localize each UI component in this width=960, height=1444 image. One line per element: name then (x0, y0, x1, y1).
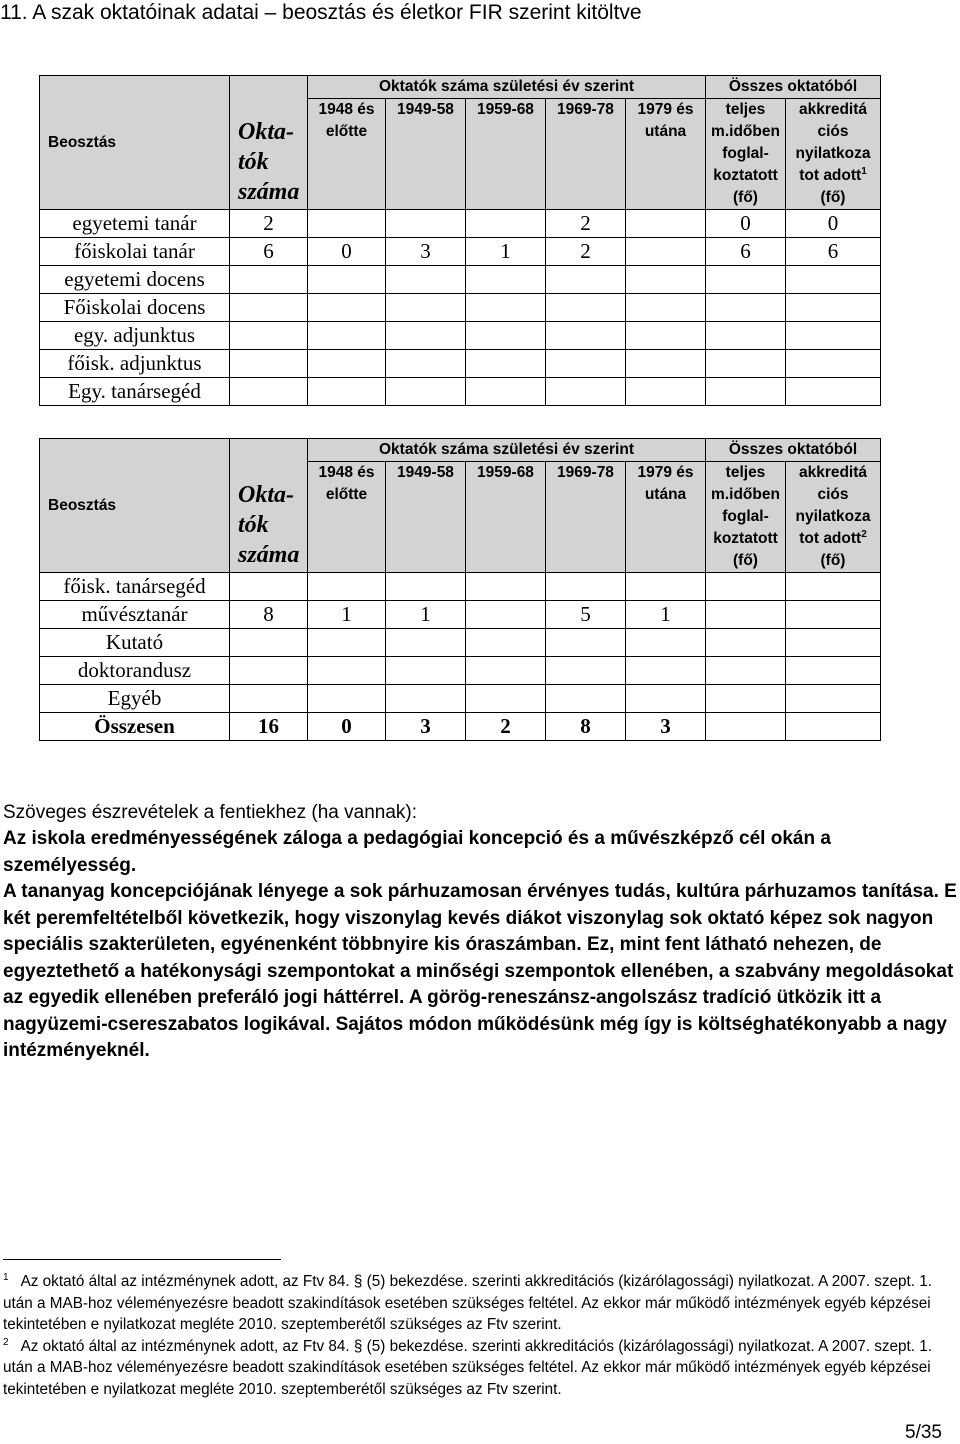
header-line: m.időben (711, 123, 780, 140)
cell-value (308, 657, 386, 685)
section-title: 11. A szak oktatóinak adatai – beosztás és életkor FIR szerint kitöltve (0, 1, 642, 24)
header-1979 (626, 462, 706, 573)
cell-value (466, 266, 546, 294)
table-row (40, 685, 881, 713)
header-col_1959: 1959-68 (466, 99, 546, 210)
cell-value: 3 (626, 713, 706, 741)
row-label: egyetemi docens (40, 266, 230, 294)
cell-value: 1 (308, 601, 386, 629)
cell-value (230, 322, 308, 350)
cell-value (706, 350, 786, 378)
header-akkreditacios (786, 99, 881, 210)
header-total-group: Összes oktatóból (706, 76, 881, 99)
header-line: foglal- (722, 145, 769, 162)
cell-value (230, 685, 308, 713)
table-row (40, 322, 881, 350)
cell-value (230, 350, 308, 378)
cell-value (466, 629, 546, 657)
cell-value (626, 350, 706, 378)
cell-value (466, 294, 546, 322)
cell-value (308, 322, 386, 350)
cell-value (466, 322, 546, 350)
cell-value: 3 (386, 713, 466, 741)
header-col_1949: 1949-58 (386, 462, 466, 573)
notes-heading: Szöveges észrevételek a fentiekhez (ha vannak): (3, 802, 418, 823)
footnote-number: 2 (3, 1336, 9, 1348)
header-line: tot adott (799, 167, 862, 184)
header-line: m.időben (711, 486, 780, 503)
header-teljes (706, 462, 786, 573)
header-line: foglal- (722, 508, 769, 525)
cell-value: 16 (230, 713, 308, 741)
total-row (40, 713, 881, 741)
cell-value (626, 210, 706, 238)
cell-value: 2 (230, 210, 308, 238)
cell-value (706, 266, 786, 294)
cell-value (308, 210, 386, 238)
header-total-group: Összes oktatóból (706, 439, 881, 462)
cell-value (546, 350, 626, 378)
cell-value (546, 629, 626, 657)
cell-value: 8 (230, 601, 308, 629)
cell-value (466, 685, 546, 713)
header-oktatok-szama (230, 439, 308, 573)
cell-value (546, 294, 626, 322)
cell-value (546, 378, 626, 406)
cell-value: 6 (786, 238, 881, 266)
header-col_1949: 1949-58 (386, 99, 466, 210)
row-label: Egyéb (40, 685, 230, 713)
row-label: művésztanár (40, 601, 230, 629)
cell-value (786, 322, 881, 350)
cell-value (706, 713, 786, 741)
cell-value (546, 685, 626, 713)
cell-value: 2 (546, 238, 626, 266)
header-teljes (706, 99, 786, 210)
cell-value (466, 378, 546, 406)
cell-value: 0 (786, 210, 881, 238)
cell-value: 8 (546, 713, 626, 741)
cell-value (466, 601, 546, 629)
row-label: főiskolai tanár (40, 238, 230, 266)
header-line: akkreditá (798, 101, 868, 118)
cell-value (786, 685, 881, 713)
footnote-text: Az oktató által az intézménynek adott, az Ftv 84. § (5) bekezdése. szerinti akkreditációs (kizárólagossági) nyilatkozat. A 2007. szept. 1. után a MAB-hoz véleményezésre beadott szakindítások esetében szükséges feltétel. Az ekkor már működő intézmények egyéb képzései tekintetében e nyilatkozat megléte 2010. szeptemberétől szükséges az Ftv szerint. (3, 1337, 933, 1398)
cell-value: 0 (308, 238, 386, 266)
cell-value (230, 266, 308, 294)
cell-value (626, 294, 706, 322)
cell-value (386, 629, 466, 657)
cell-value (466, 657, 546, 685)
header-line: nyilatkoza (795, 145, 871, 162)
header-line: előtte (325, 123, 368, 140)
header-born-group: Oktatók száma születési év szerint (308, 76, 706, 99)
cell-value (626, 573, 706, 601)
cell-value (786, 294, 881, 322)
cell-value (786, 378, 881, 406)
header-line: száma (238, 542, 300, 568)
cell-value (786, 601, 881, 629)
cell-value (706, 657, 786, 685)
cell-value (308, 573, 386, 601)
header-col_1959: 1959-68 (466, 462, 546, 573)
header-beosztas: Beosztás (40, 76, 230, 210)
cell-value: 1 (626, 601, 706, 629)
cell-value (308, 378, 386, 406)
cell-value (706, 294, 786, 322)
cell-value (308, 685, 386, 713)
table-row (40, 573, 881, 601)
header-line: (fő) (820, 552, 846, 569)
table-row (40, 378, 881, 406)
cell-value: 6 (706, 238, 786, 266)
header-line: koztatott (713, 167, 778, 184)
header-1979 (626, 99, 706, 210)
header-line: ciós (817, 123, 849, 140)
cell-value (546, 266, 626, 294)
footnote (3, 1271, 958, 1336)
footnote (3, 1336, 958, 1401)
header-line: Okta- (238, 119, 294, 145)
header-line: száma (238, 179, 300, 205)
staff-table-part1 (39, 75, 881, 406)
header-line: tot adott (799, 530, 862, 547)
row-label: Főiskolai docens (40, 294, 230, 322)
cell-value (786, 266, 881, 294)
row-label: Összesen (40, 713, 230, 741)
row-label: főisk. tanársegéd (40, 573, 230, 601)
footnotes (3, 1271, 958, 1400)
cell-value (706, 601, 786, 629)
cell-value (626, 238, 706, 266)
cell-value (706, 629, 786, 657)
header-col_1969: 1969-78 (546, 462, 626, 573)
cell-value (308, 266, 386, 294)
page-number: 5/35 (905, 1422, 942, 1443)
cell-value (386, 657, 466, 685)
table-row (40, 350, 881, 378)
table-row (40, 629, 881, 657)
cell-value (546, 573, 626, 601)
header-line: Okta- (238, 482, 294, 508)
header-line: nyilatkoza (795, 508, 871, 525)
cell-value (230, 573, 308, 601)
header-oktatok-szama (230, 76, 308, 210)
footnote-number: 1 (3, 1272, 9, 1283)
cell-value (308, 629, 386, 657)
cell-value (706, 378, 786, 406)
row-label: főisk. adjunktus (40, 350, 230, 378)
row-label: Kutató (40, 629, 230, 657)
cell-value (626, 378, 706, 406)
cell-value (386, 210, 466, 238)
header-line: tók (238, 512, 269, 538)
notes-text (3, 826, 958, 1065)
cell-value (466, 210, 546, 238)
cell-value (786, 629, 881, 657)
cell-value: 1 (386, 601, 466, 629)
header-beosztas: Beosztás (40, 439, 230, 573)
cell-value (546, 322, 626, 350)
header-line: utána (644, 486, 687, 503)
header-line: 1979 és (637, 464, 694, 481)
cell-value: 1 (466, 238, 546, 266)
header-line: teljes (725, 464, 766, 481)
cell-value: 2 (546, 210, 626, 238)
footnote-rule (3, 1259, 281, 1260)
header-line: (fő) (733, 552, 758, 569)
cell-value: 3 (386, 238, 466, 266)
table-row (40, 294, 881, 322)
row-label: Egy. tanársegéd (40, 378, 230, 406)
cell-value (786, 350, 881, 378)
cell-value (230, 294, 308, 322)
cell-value (230, 657, 308, 685)
footnote-text: Az oktató által az intézménynek adott, az Ftv 84. § (5) bekezdése. szerinti akkreditációs (kizárólagossági) nyilatkozat. A 2007. szept. 1. után a MAB-hoz véleményezésre beadott szakindítások esetében szükséges feltétel. Az ekkor már működő intézmények egyéb képzései tekintetében e nyilatkozat megléte 2010. szeptemberétől szükséges az Ftv szerint. (3, 1273, 933, 1333)
cell-value (308, 294, 386, 322)
header-line: (fő) (820, 189, 846, 206)
cell-value (546, 657, 626, 685)
table-row (40, 657, 881, 685)
cell-value (626, 322, 706, 350)
header-line: (fő) (733, 189, 758, 206)
cell-value (626, 685, 706, 713)
cell-value (230, 378, 308, 406)
table-row (40, 601, 881, 629)
header-line: ciós (817, 486, 849, 503)
note-paragraph: Az iskola eredményességének záloga a pedagógiai koncepció és a művészképző cél okán a személyesség. (3, 828, 831, 876)
cell-value (386, 685, 466, 713)
header-line: akkreditá (798, 464, 868, 481)
cell-value: 2 (466, 713, 546, 741)
cell-value (786, 657, 881, 685)
header-1948 (308, 99, 386, 210)
header-line: 1948 és (318, 464, 375, 481)
footnote-ref: 2 (861, 528, 867, 540)
staff-table-part2 (39, 438, 881, 741)
cell-value (706, 322, 786, 350)
header-line: 1979 és (637, 101, 694, 118)
cell-value (466, 573, 546, 601)
header-line: koztatott (713, 530, 778, 547)
header-1948 (308, 462, 386, 573)
header-line: előtte (325, 486, 368, 503)
note-paragraph: A tananyag koncepciójának lényege a sok párhuzamosan érvényes tudás, kultúra párhuzamos tanítása. E két peremfeltételből következik, hogy viszonylag kevés diákot viszonylag sok oktató képez sok nagyon speciális szakterületen, egyénenként többnyire kis óraszámban. Ez, mint fent látható nehezen, de egyeztethető a hatékonysági szempontokat a minőségi szempontok ellenében, a szabvány megoldásokat az egyedik ellenében preferáló jogi háttérrel. A görög-reneszánsz-angolszász tradíció ütközik itt a nagyüzemi-csereszabatos logikával. Sajátos módon működésünk még így is költséghatékonyabb a nagy intézményeknél. (3, 881, 957, 1061)
cell-value: 0 (706, 210, 786, 238)
cell-value (626, 266, 706, 294)
row-label: egyetemi tanár (40, 210, 230, 238)
cell-value (466, 350, 546, 378)
cell-value (386, 266, 466, 294)
header-line: teljes (725, 101, 766, 118)
cell-value: 5 (546, 601, 626, 629)
cell-value (706, 573, 786, 601)
cell-value (230, 629, 308, 657)
table-row (40, 210, 881, 238)
cell-value (386, 322, 466, 350)
cell-value (626, 657, 706, 685)
row-label: doktorandusz (40, 657, 230, 685)
cell-value (786, 713, 881, 741)
cell-value (786, 573, 881, 601)
cell-value: 6 (230, 238, 308, 266)
header-col_1969: 1969-78 (546, 99, 626, 210)
header-born-group: Oktatók száma születési év szerint (308, 439, 706, 462)
row-label: egy. adjunktus (40, 322, 230, 350)
table-row (40, 238, 881, 266)
cell-value (386, 294, 466, 322)
header-line: tók (238, 149, 269, 175)
cell-value (386, 573, 466, 601)
cell-value: 0 (308, 713, 386, 741)
cell-value (308, 350, 386, 378)
footnote-ref: 1 (861, 165, 867, 177)
cell-value (706, 685, 786, 713)
cell-value (626, 629, 706, 657)
table-row (40, 266, 881, 294)
header-line: 1948 és (318, 101, 375, 118)
cell-value (386, 378, 466, 406)
header-akkreditacios (786, 462, 881, 573)
header-line: utána (644, 123, 687, 140)
cell-value (386, 350, 466, 378)
